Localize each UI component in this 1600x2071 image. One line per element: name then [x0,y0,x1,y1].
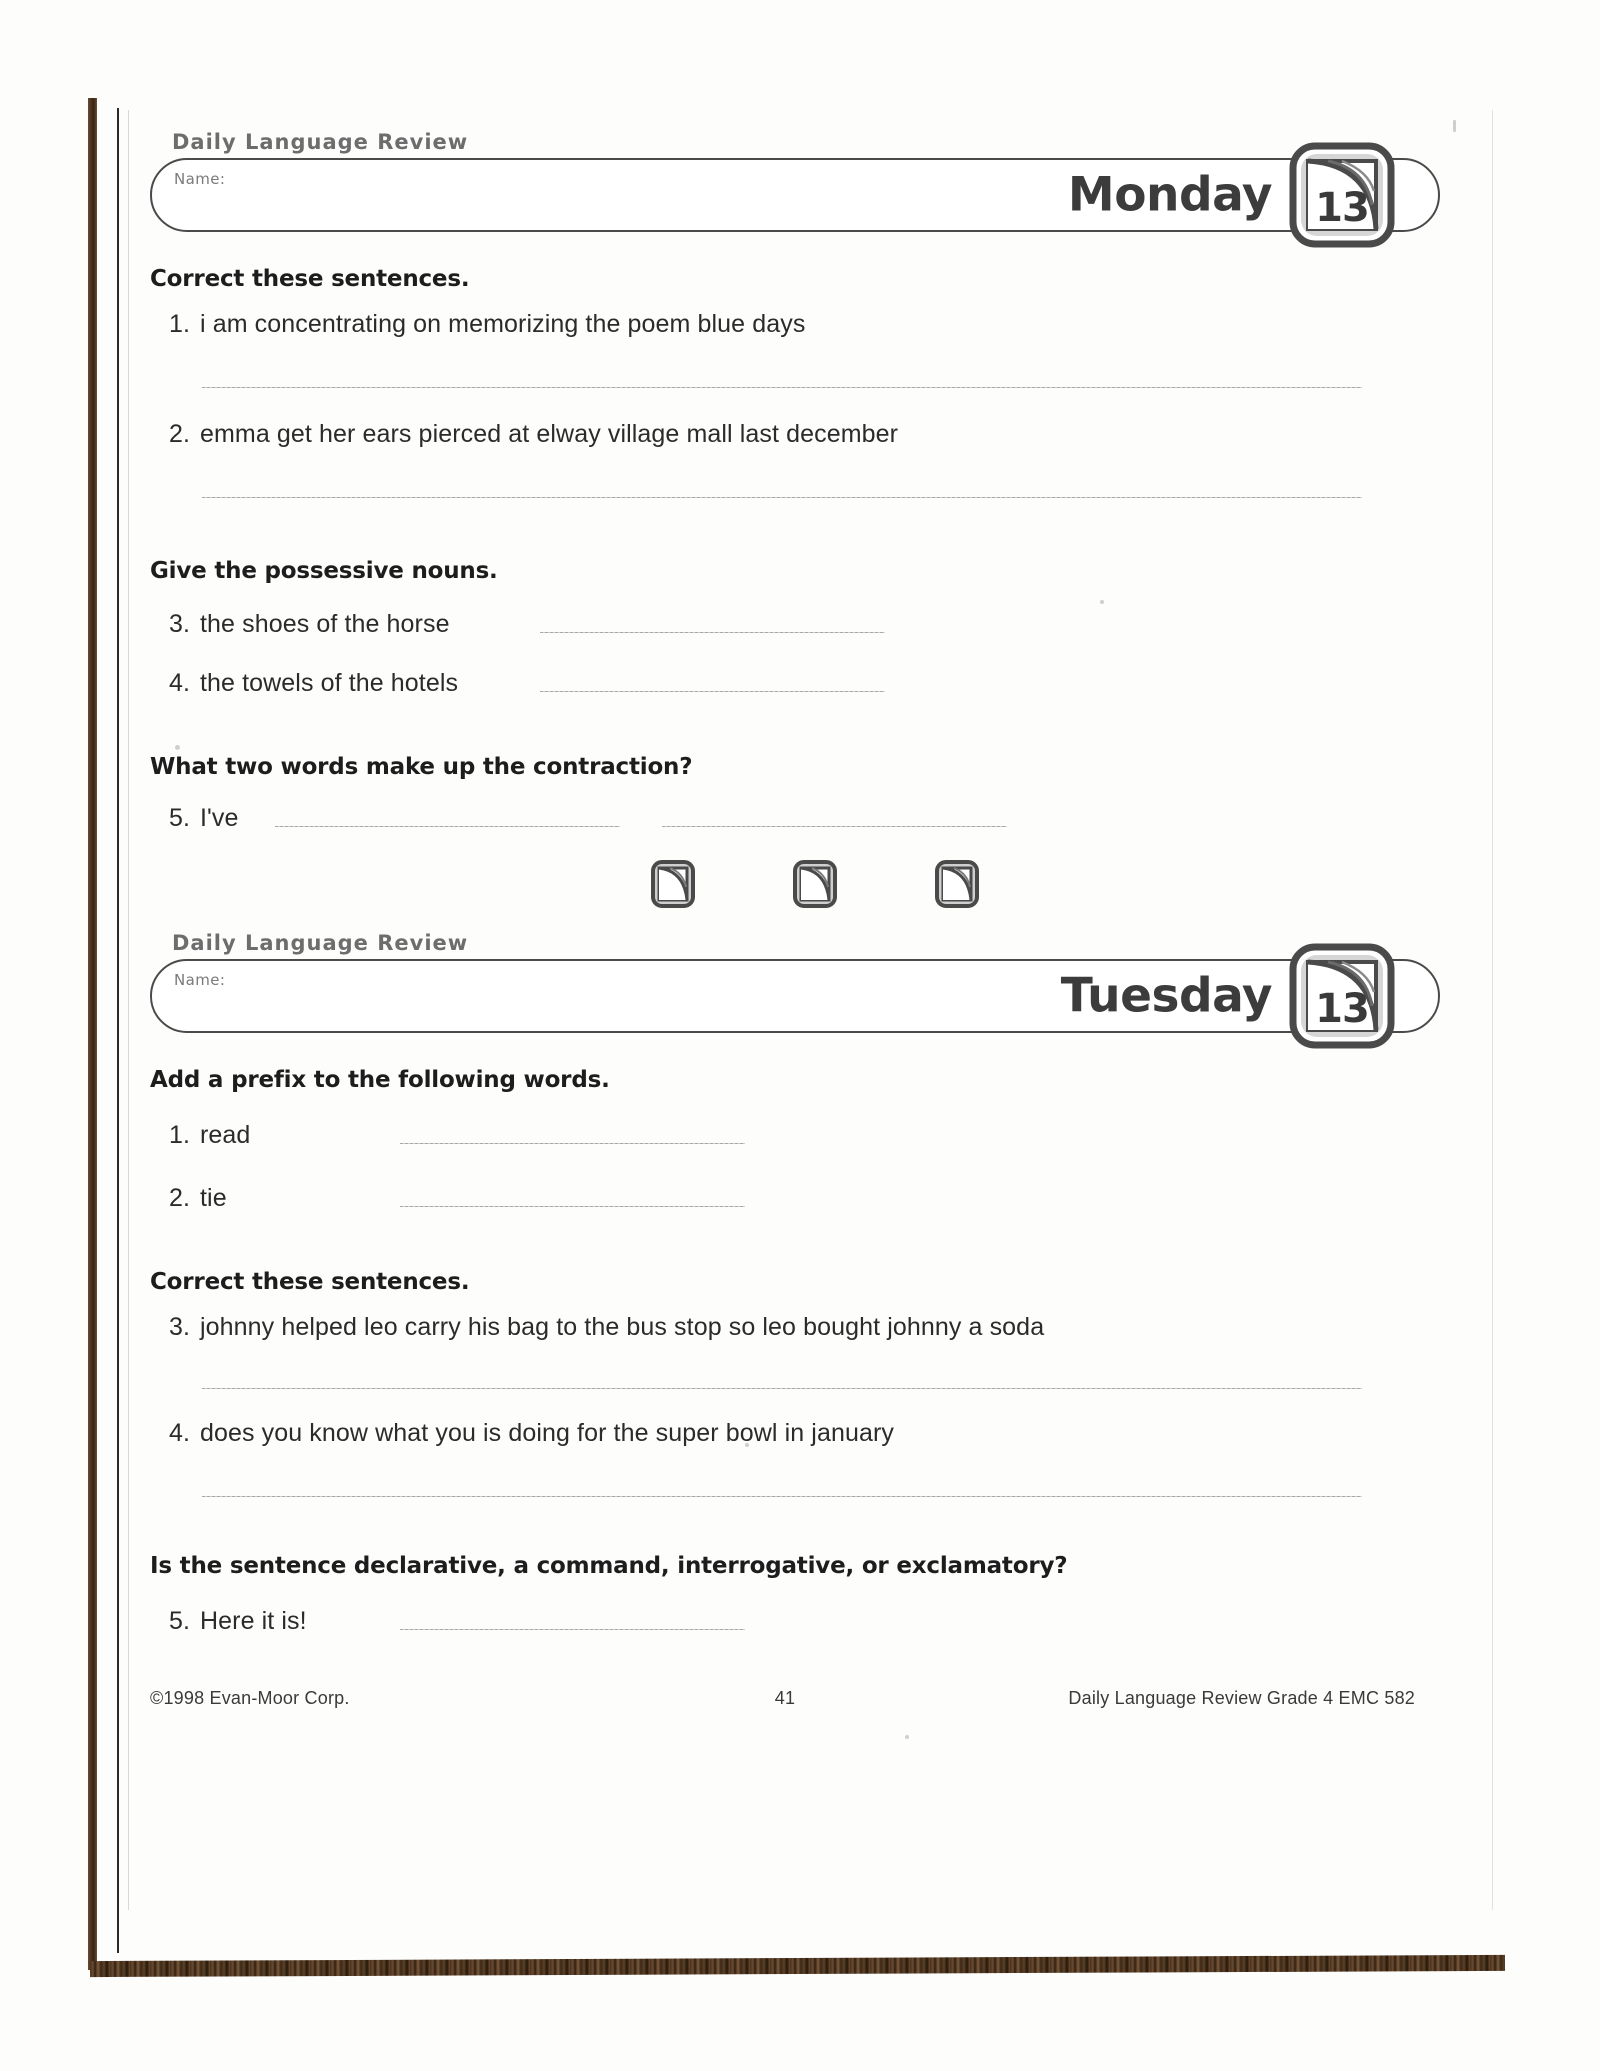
worksheet-content [150,130,1440,1709]
answer-line-monday-3[interactable] [540,632,885,633]
answer-line-monday-4[interactable] [540,691,885,692]
item-number: 5. [168,804,190,832]
page-number: 41 [774,1688,796,1708]
page-curl-divider-icon [650,859,696,909]
name-bar-tuesday [150,959,1440,1033]
copyright-notice: ©1998 Evan-Moor Corp. [150,1688,350,1708]
item-text: I've [200,804,239,832]
week-number-monday: 13 [1315,185,1369,231]
prompt-monday-1: Correct these sentences. [150,266,470,292]
item-text: i am concentrating on memorizing the poem blue days [200,310,806,338]
page-curl-divider-icon [792,859,838,909]
item-monday-3 [150,610,1440,639]
name-field-label: Name: [174,170,226,188]
item-tuesday-3 [150,1313,1440,1342]
item-number: 2. [168,1184,190,1212]
day-title-tuesday: Tuesday [1060,968,1272,1024]
scan-speck [1453,120,1456,132]
answer-line-tuesday-1[interactable] [400,1143,745,1144]
item-text: Here it is! [200,1607,307,1635]
name-field-label: Name: [174,971,226,989]
prompt-monday-3: What two words make up the contraction? [150,754,693,780]
week-number-badge-monday [1286,139,1398,251]
item-monday-5 [150,804,1440,833]
answer-line-monday-1[interactable] [202,387,1362,388]
item-tuesday-1 [150,1121,1440,1150]
answer-line-tuesday-2[interactable] [400,1206,745,1207]
item-tuesday-2 [150,1184,1440,1213]
page-edge-shadow [128,110,129,1910]
prompt-monday-2: Give the possessive nouns. [150,558,498,584]
item-number: 1. [168,310,190,338]
week-number-badge-tuesday [1286,940,1398,1052]
day-section-monday [150,130,1440,232]
name-input-tuesday[interactable] [242,975,726,1021]
item-text: tie [200,1184,227,1212]
answer-line-tuesday-4[interactable] [202,1496,1362,1497]
name-input-monday[interactable] [242,174,726,220]
item-text: the towels of the hotels [200,669,459,697]
item-number: 5. [168,1607,190,1635]
item-number: 2. [168,420,190,448]
item-text: emma get her ears pierced at elway village mall last december [200,420,899,448]
page-border-line [117,108,119,1953]
item-number: 3. [168,1313,190,1341]
answer-line-monday-2[interactable] [202,497,1362,498]
day-title-monday: Monday [1067,167,1272,223]
prompt-tuesday-2: Correct these sentences. [150,1269,470,1295]
item-number: 4. [168,669,190,697]
item-text: the shoes of the horse [200,610,450,638]
item-text: read [200,1121,251,1149]
name-bar-monday [150,158,1440,232]
series-label: Daily Language Review [172,130,469,154]
item-number: 4. [168,1419,190,1447]
prompt-tuesday-1: Add a prefix to the following words. [150,1067,610,1093]
page-footer [150,1688,1440,1709]
day-section-tuesday [150,931,1440,1033]
item-number: 1. [168,1121,190,1149]
scan-speck [905,1735,909,1739]
item-text: does you know what you is doing for the super bowl in january [200,1419,895,1447]
page-curl-divider-icon [934,859,980,909]
answer-line-monday-5b[interactable] [662,826,1007,827]
publication-info: Daily Language Review Grade 4 EMC 582 [1068,1688,1415,1708]
section-divider [150,859,1440,909]
week-number-tuesday: 13 [1315,986,1369,1032]
item-monday-4 [150,669,1440,698]
answer-line-monday-5a[interactable] [275,826,620,827]
item-tuesday-5 [150,1607,1440,1636]
item-number: 3. [168,610,190,638]
item-monday-2 [150,420,1440,449]
item-text: johnny helped leo carry his bag to the bus stop so leo bought johnny a soda [200,1313,1045,1341]
answer-line-tuesday-3[interactable] [202,1388,1362,1389]
item-tuesday-4 [150,1419,1440,1448]
prompt-tuesday-3: Is the sentence declarative, a command, interrogative, or exclamatory? [150,1553,1068,1579]
series-label: Daily Language Review [172,931,469,955]
right-page-edge [1492,110,1493,1910]
book-binding-edge [88,98,97,1970]
answer-line-tuesday-5[interactable] [400,1629,745,1630]
item-monday-1 [150,310,1440,339]
